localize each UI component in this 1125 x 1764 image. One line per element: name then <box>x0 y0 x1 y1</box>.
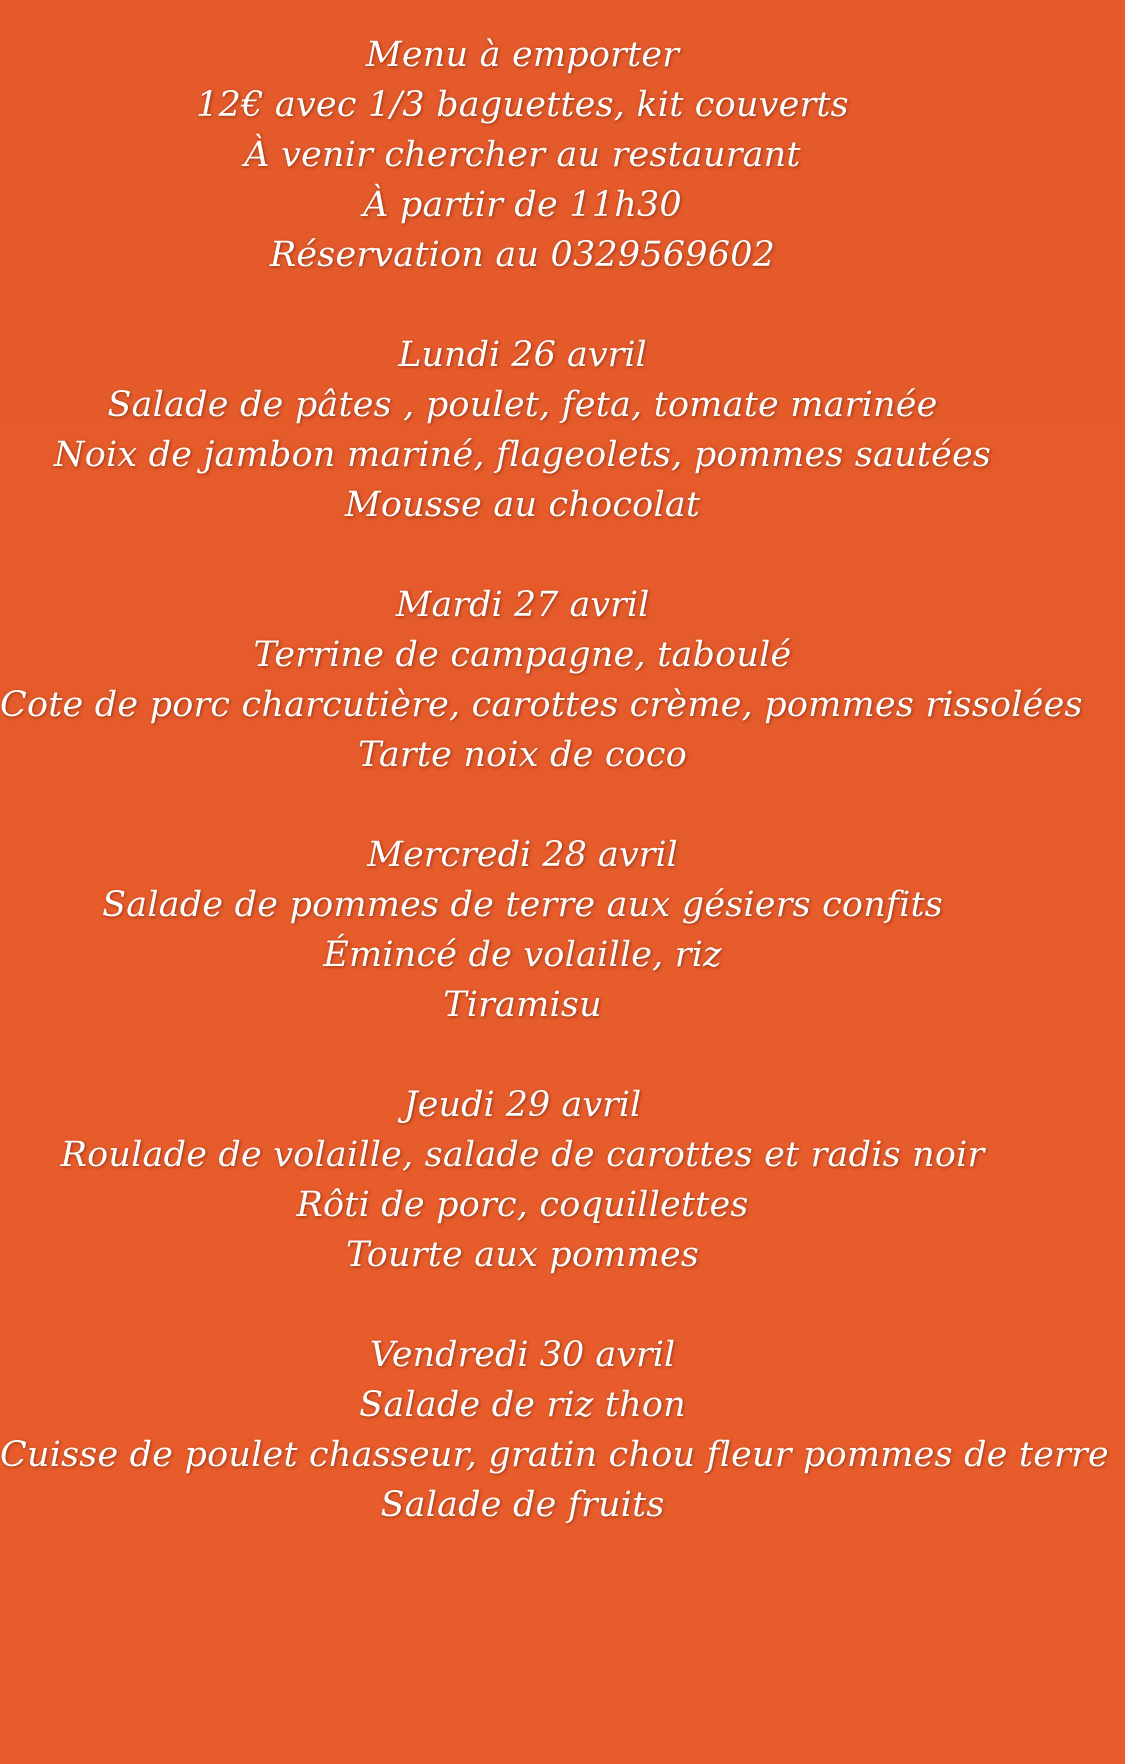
day-main: Rôti de porc, coquillettes <box>296 1185 749 1225</box>
day-dessert: Salade de fruits <box>380 1485 665 1525</box>
spacer <box>0 1280 1045 1330</box>
day-title: Vendredi 30 avril <box>369 1335 676 1375</box>
day-title: Mercredi 28 avril <box>367 835 678 875</box>
day-monday <box>0 330 1045 530</box>
menu-text-block <box>0 30 1109 1530</box>
day-main: Noix de jambon mariné, flageolets, pommes sautées <box>53 435 992 475</box>
day-main: Cuisse de poulet chasseur, gratin chou fleur pommes de terre <box>0 1435 1109 1475</box>
day-thursday <box>0 1080 1045 1280</box>
day-dessert: Tiramisu <box>443 985 602 1025</box>
day-title: Jeudi 29 avril <box>403 1085 642 1125</box>
day-starter: Terrine de campagne, taboulé <box>253 635 792 675</box>
day-tuesday <box>0 580 1083 780</box>
day-starter: Salade de pâtes , poulet, feta, tomate marinée <box>107 385 938 425</box>
pickup-info: À venir chercher au restaurant <box>244 135 801 175</box>
day-title: Lundi 26 avril <box>398 335 647 375</box>
day-wednesday <box>0 830 1045 1030</box>
spacer <box>0 780 1045 830</box>
day-starter: Salade de riz thon <box>359 1385 686 1425</box>
pickup-time: À partir de 11h30 <box>363 185 682 225</box>
spacer <box>0 530 1045 580</box>
spacer <box>0 280 1045 330</box>
menu-title: Menu à emporter <box>365 35 680 75</box>
day-dessert: Tarte noix de coco <box>358 735 687 775</box>
day-main: Émincé de volaille, riz <box>323 935 722 975</box>
day-dessert: Mousse au chocolat <box>344 485 701 525</box>
day-main: Cote de porc charcutière, carottes crème, pommes rissolées <box>0 685 1083 725</box>
day-dessert: Tourte aux pommes <box>345 1235 700 1275</box>
spacer <box>0 1030 1045 1080</box>
menu-price: 12€ avec 1/3 baguettes, kit couverts <box>196 85 849 125</box>
reservation-phone: Réservation au 0329569602 <box>269 235 776 275</box>
day-starter: Salade de pommes de terre aux gésiers confits <box>102 885 943 925</box>
day-friday <box>0 1330 1109 1530</box>
day-starter: Roulade de volaille, salade de carottes et radis noir <box>60 1135 985 1175</box>
day-title: Mardi 27 avril <box>395 585 650 625</box>
